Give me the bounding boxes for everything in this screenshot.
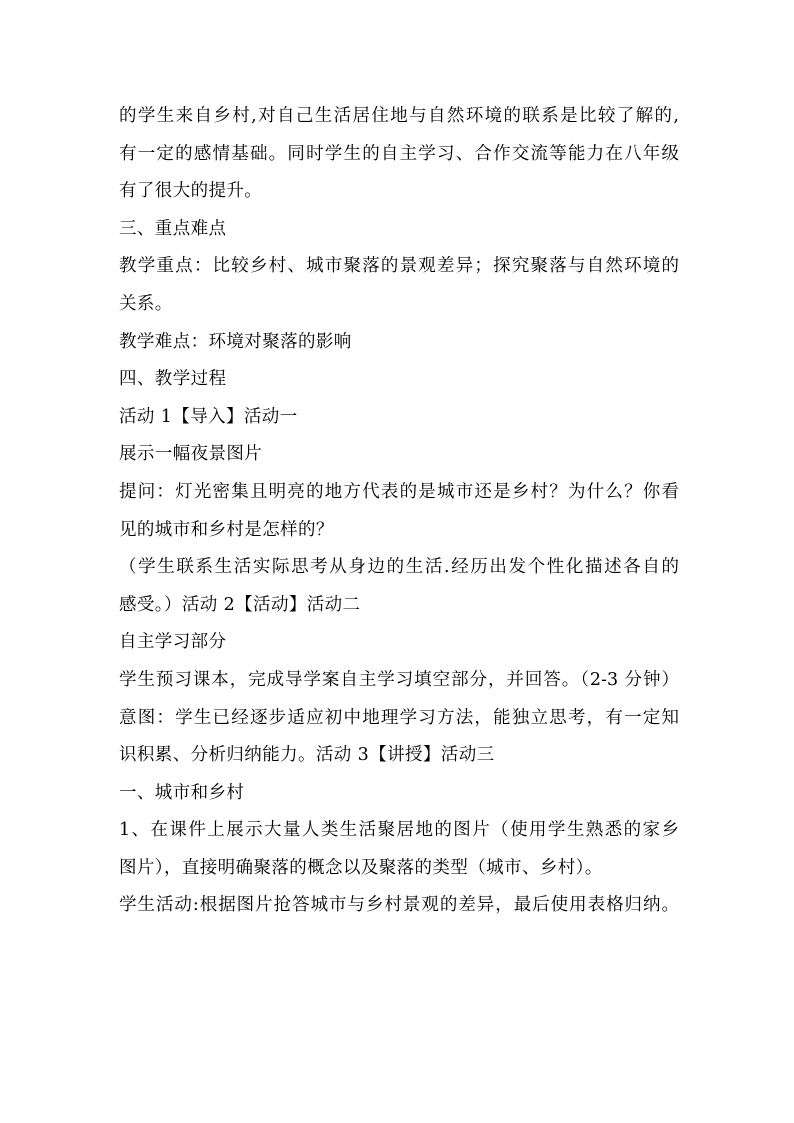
text-line: 感受。）活动 2【活动】活动二: [119, 594, 361, 615]
text-line: 教学重点：比较乡村、城市聚落的景观差异；探究聚落与自然环境的: [119, 256, 679, 277]
text-line: （学生联系生活实际思考从身边的生活.经历出发个性化描述各自的: [119, 557, 679, 578]
section-heading: 三、重点难点: [119, 218, 227, 239]
section-heading: 一、城市和乡村: [119, 782, 245, 803]
text-line: 见的城市和乡村是怎样的？: [119, 519, 334, 540]
text-line: 学生活动:根据图片抢答城市与乡村景观的差异，最后使用表格归纳。: [119, 895, 679, 916]
activity-heading: 活动 1【导入】活动一: [119, 406, 298, 427]
text-line: 意图：学生已经逐步适应初中地理学习方法，能独立思考，有一定知: [119, 707, 679, 728]
section-heading: 四、教学过程: [119, 369, 227, 390]
text-line: 自主学习部分: [119, 632, 227, 653]
text-line: 有一定的感情基础。同时学生的自主学习、合作交流等能力在八年级: [119, 143, 679, 164]
text-line: 提问：灯光密集且明亮的地方代表的是城市还是乡村？为什么？你看: [119, 481, 679, 502]
text-line: 识积累、分析归纳能力。活动 3【讲授】活动三: [119, 745, 495, 766]
text-line: 图片），直接明确聚落的概念以及聚落的类型（城市、乡村）。: [119, 857, 603, 878]
text-line: 教学难点：环境对聚落的影响: [119, 331, 352, 352]
text-line: 学生预习课本，完成导学案自主学习填空部分，并回答。（2-3 分钟）: [119, 669, 679, 690]
text-line: 关系。: [119, 293, 173, 314]
text-line: 1、在课件上展示大量人类生活聚居地的图片（使用学生熟悉的家乡: [119, 820, 679, 841]
text-line: 展示一幅夜景图片: [119, 444, 263, 465]
text-line: 有了很大的提升。: [119, 181, 263, 202]
document-page: [119, 98, 679, 925]
text-line: 的学生来自乡村,对自己生活居住地与自然环境的联系是比较了解的,: [119, 106, 679, 126]
